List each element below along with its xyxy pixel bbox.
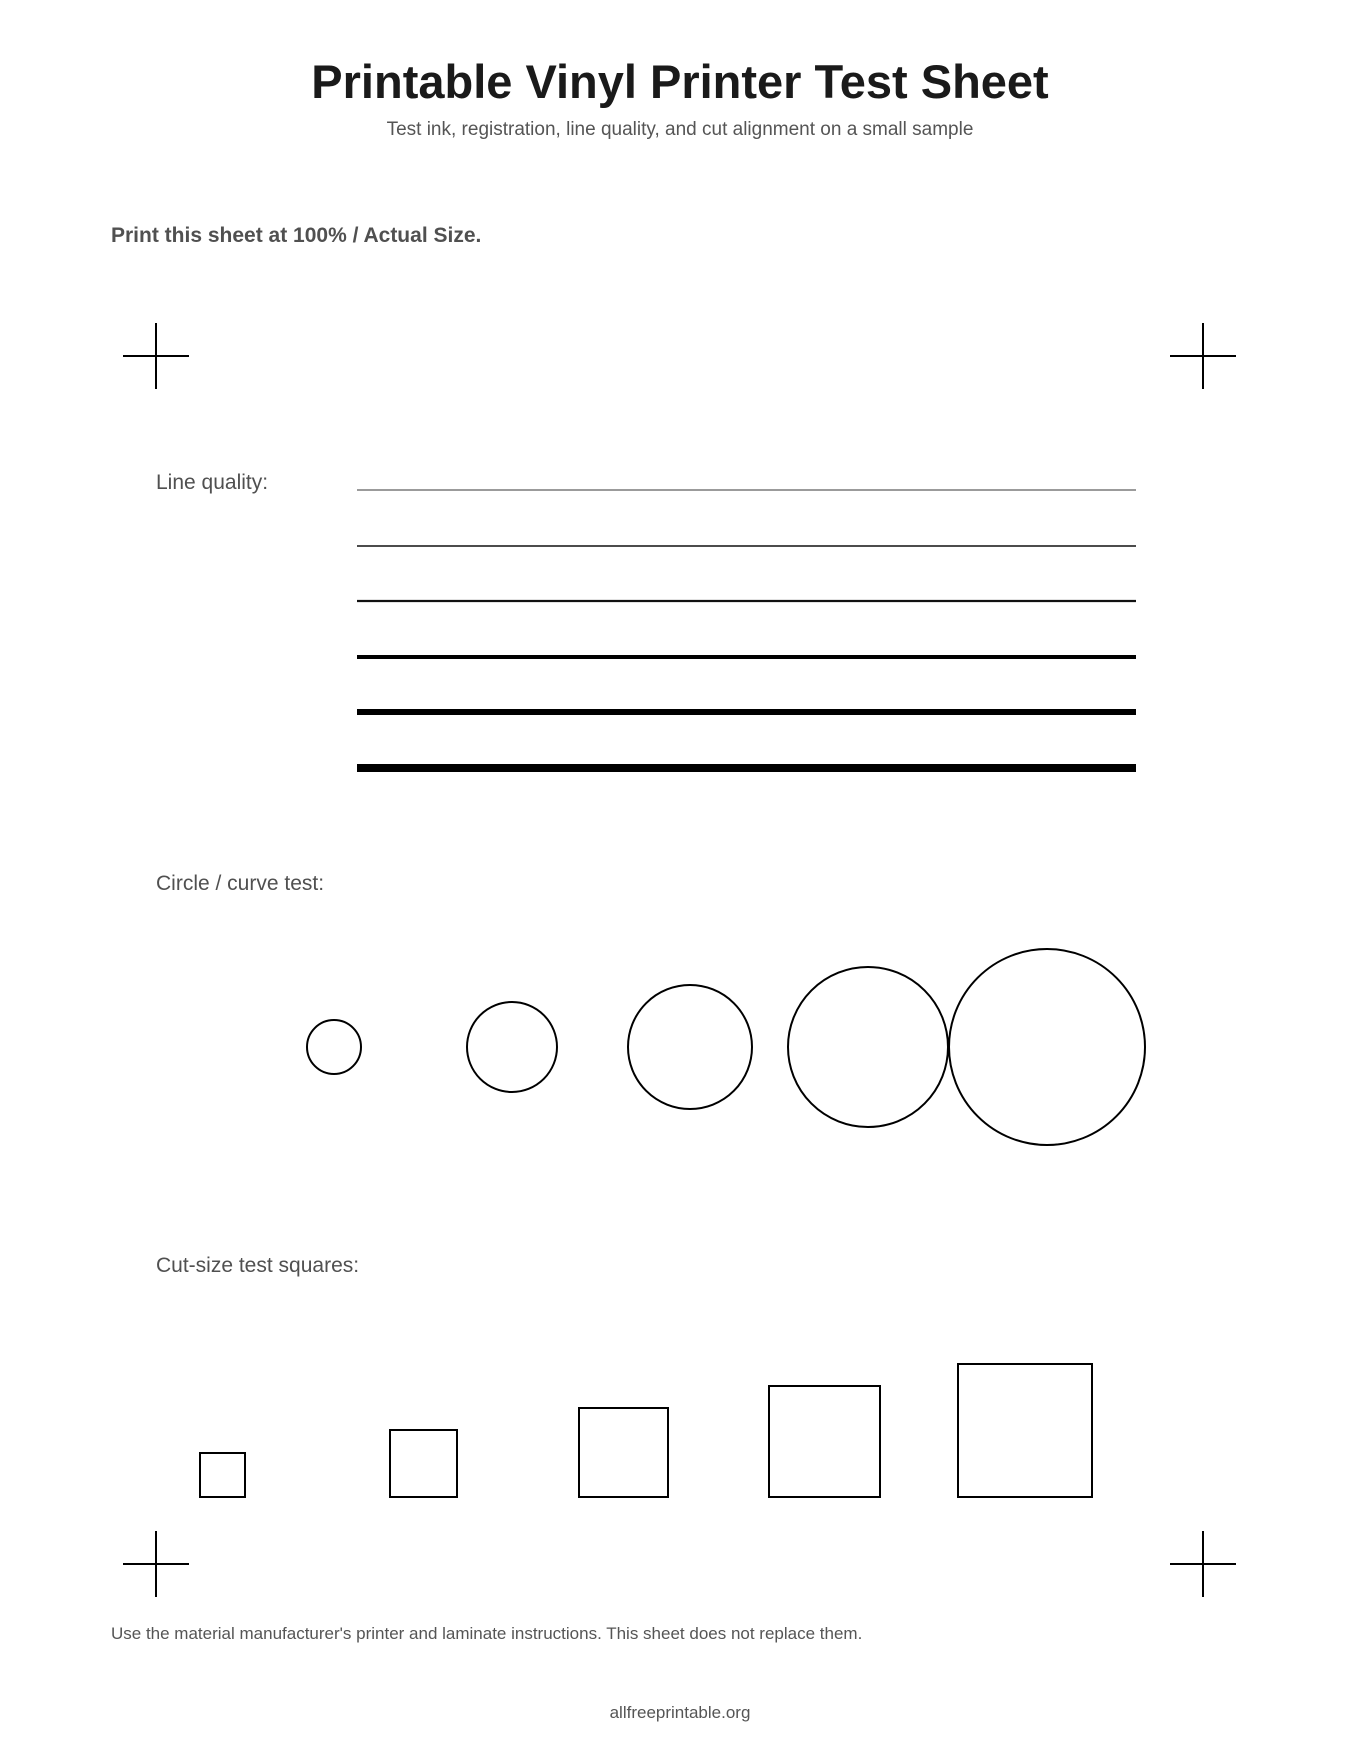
test-square-1	[200, 1453, 245, 1497]
registration-mark-top-left	[123, 323, 189, 389]
circle-test-label: Circle / curve test:	[156, 872, 325, 895]
test-circle-5	[949, 949, 1145, 1145]
footer-site: allfreeprintable.org	[609, 1703, 751, 1722]
test-circle-2	[467, 1002, 557, 1092]
test-square-3	[579, 1408, 668, 1497]
page-subtitle: Test ink, registration, line quality, and cut alignment on a small sample	[386, 119, 974, 140]
registration-mark-bottom-right	[1170, 1531, 1236, 1597]
test-square-5	[958, 1364, 1092, 1497]
square-test-shapes	[200, 1364, 1092, 1497]
circle-test-shapes	[307, 949, 1145, 1145]
registration-mark-top-right	[1170, 323, 1236, 389]
test-square-2	[390, 1430, 457, 1497]
registration-mark-bottom-left	[123, 1531, 189, 1597]
disclaimer-note: Use the material manufacturer's printer and laminate instructions. This sheet does not replace them.	[111, 1624, 863, 1643]
page-title: Printable Vinyl Printer Test Sheet	[311, 55, 1049, 108]
line-quality-lines	[357, 490, 1136, 768]
square-test-label: Cut-size test squares:	[156, 1254, 360, 1277]
test-square-4	[769, 1386, 880, 1497]
test-circle-3	[628, 985, 752, 1109]
test-circle-4	[788, 967, 948, 1127]
test-circle-1	[307, 1020, 361, 1074]
print-instruction: Print this sheet at 100% / Actual Size.	[111, 224, 482, 247]
line-quality-label: Line quality:	[156, 471, 269, 494]
